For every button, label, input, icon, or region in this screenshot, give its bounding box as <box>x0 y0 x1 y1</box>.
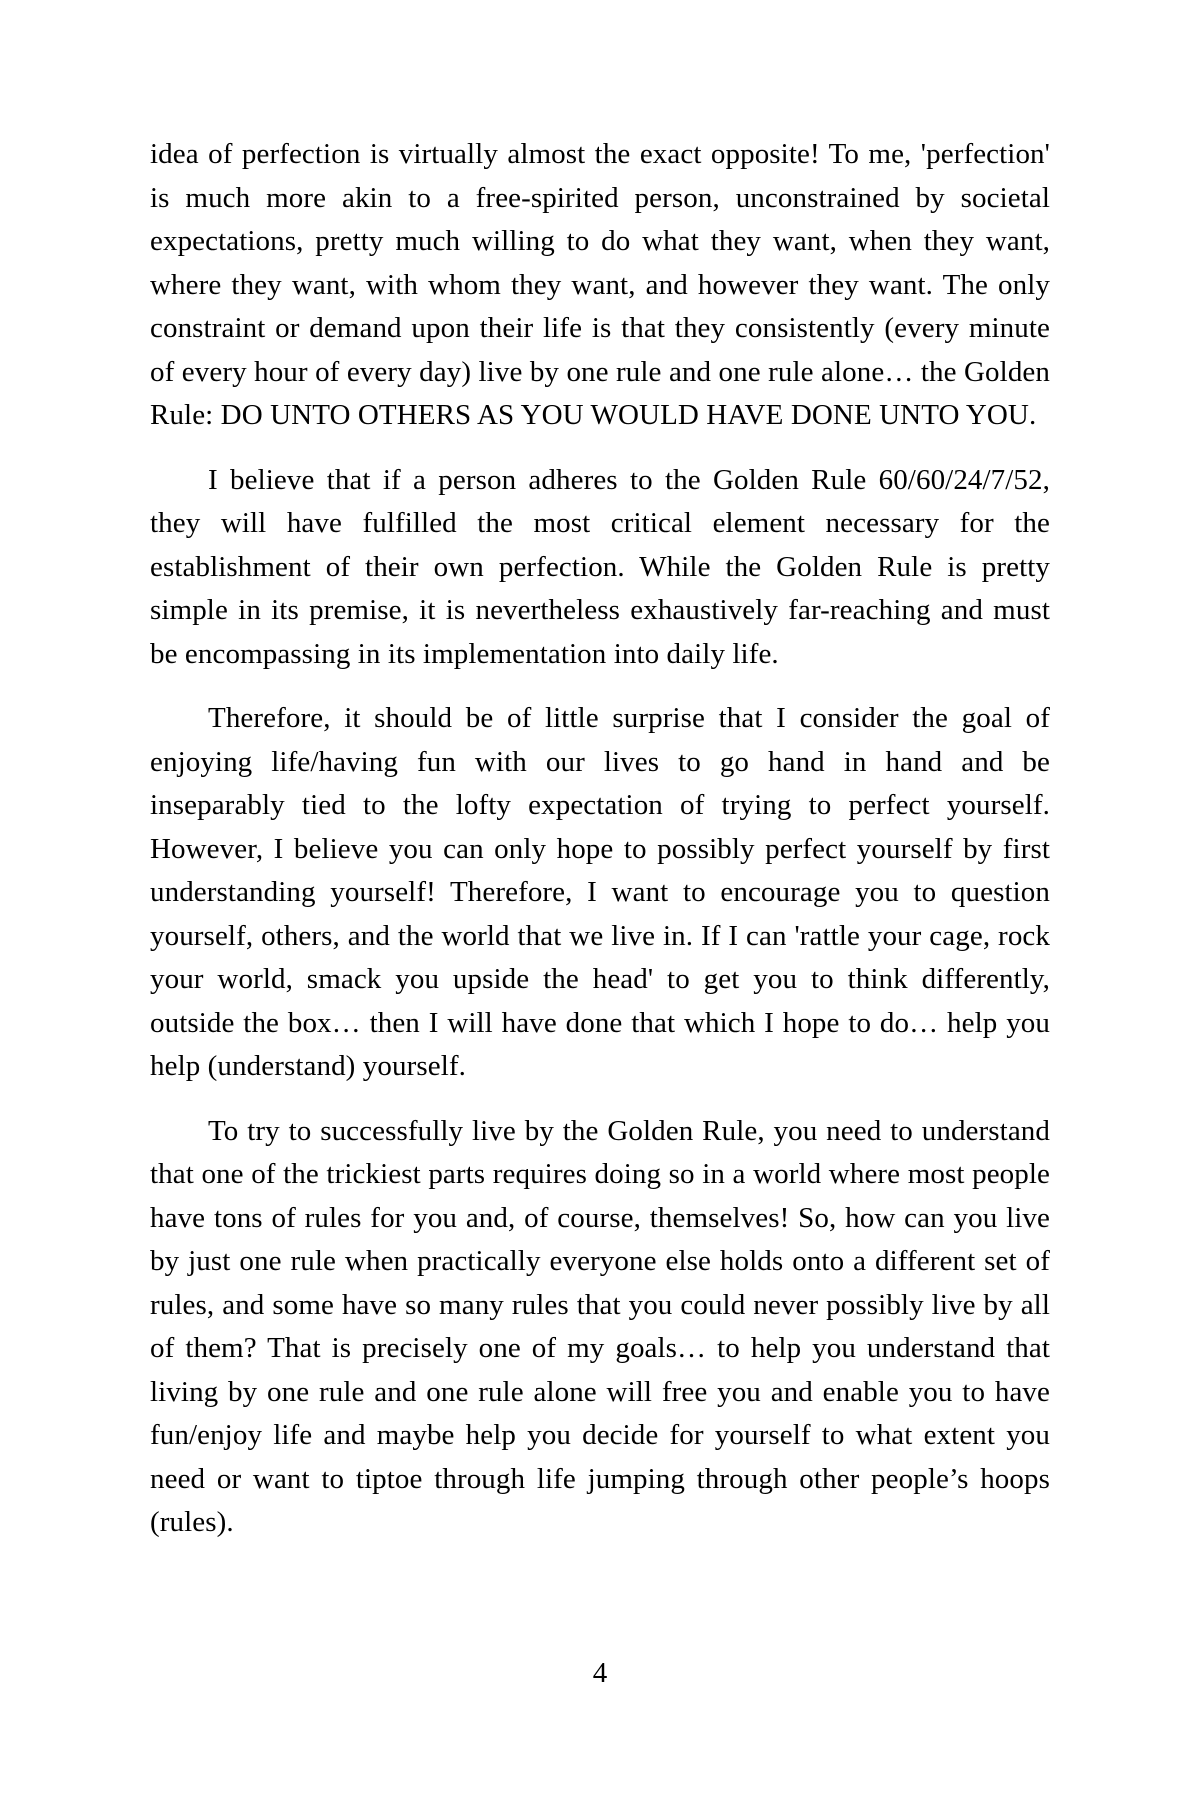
paragraph-2: I believe that if a person adheres to the Golden Rule 60/60/24/7/52, they will have fulfilled the most critical element necessary for the establishment of their own perfection. While the Golden Rule is pretty simple in its premise, it is nevertheless exhaustively far-reaching and must be encompassing in its implementation into daily life. <box>150 463 1050 670</box>
paragraph-1: idea of perfection is virtually almost the exact opposite! To me, 'perfection' is much more akin to a free-spirited person, unconstrained by societal expectations, pretty much willing to do what they want, when they want, where they want, with whom they want, and however they want. The only constraint or demand upon their life is that they consistently (every minute of every hour of every day) live by one rule and one rule alone… the Golden Rule: DO UNTO OTHERS AS YOU WOULD HAVE DONE UNTO YOU. <box>150 138 1050 431</box>
page-number: 4 <box>592 1657 608 1689</box>
page-text-block <box>150 133 1050 1545</box>
paragraph-4: To try to successfully live by the Golden Rule, you need to understand that one of the trickiest parts requires doing so in a world where most people have tons of rules for you and, of course, themselves! So, how can you live by just one rule when practically everyone else holds onto a different set of rules, and some have so many rules that you could never possibly live by all of them? That is precisely one of my goals… to help you understand that living by one rule and one rule alone will free you and enable you to have fun/enjoy life and maybe help you decide for yourself to what extent you need or want to tiptoe through life jumping through other people’s hoops (rules). <box>150 1114 1050 1538</box>
paragraph-3: Therefore, it should be of little surprise that I consider the goal of enjoying life/having fun with our lives to go hand in hand and be inseparably tied to the lofty expectation of trying to perfect yourself. However, I believe you can only hope to possibly perfect yourself by first understanding yourself! Therefore, I want to encourage you to question yourself, others, and the world that we live in. If I can 'rattle your cage, rock your world, smack you upside the head' to get you to think differently, outside the box… then I will have done that which I hope to do… help you help (understand) yourself. <box>150 702 1050 1082</box>
